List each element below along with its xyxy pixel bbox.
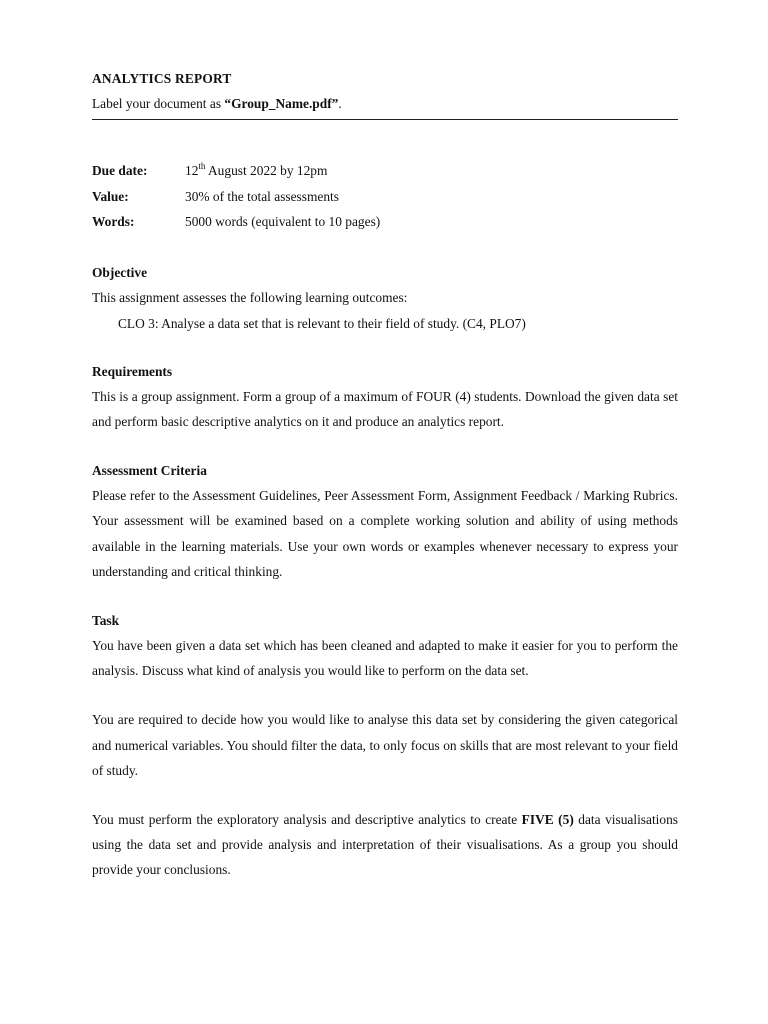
document-page: [92, 66, 678, 883]
objective-section: [92, 260, 678, 338]
objective-heading: Objective: [92, 264, 148, 280]
label-suffix: .: [338, 96, 342, 111]
words-key: Words:: [92, 214, 135, 229]
assessment-heading: Assessment Criteria: [92, 463, 207, 479]
objective-intro: This assignment assesses the following learning outcomes:: [92, 289, 408, 305]
due-date-value: [185, 158, 327, 184]
due-day: 12: [185, 163, 199, 178]
label-prefix: Label your document as: [92, 96, 225, 111]
label-filename: “Group_Name.pdf”: [224, 96, 339, 111]
value-row: [92, 184, 678, 210]
assessment-section: [92, 458, 678, 584]
requirements-body: This is a group assignment. Form a group of a maximum of FOUR (4) students. Download the given data set and perform basic descriptive analytics on it and produce an analytics report.: [92, 388, 678, 429]
task-paragraph-1: You have been given a data set which has been cleaned and adapted to make it easier for you to perform the analysis. Discuss what kind of analysis you would like to perform on the data set.: [92, 637, 678, 679]
due-day-suffix: th: [198, 160, 206, 171]
task-p3-before: You must perform the exploratory analysis and descriptive analytics to create: [92, 811, 522, 827]
words-row: [92, 209, 678, 235]
label-instruction: [92, 91, 678, 120]
task-heading: Task: [92, 612, 120, 628]
assignment-meta: [92, 158, 678, 235]
requirements-heading: Requirements: [92, 363, 173, 379]
due-rest: August 2022 by 12pm: [205, 163, 328, 178]
due-date-key: Due date:: [92, 163, 148, 178]
task-paragraph-2: You are required to decide how you would like to analyse this data set by considering the given categorical and numerical variables. You should filter the data, to only focus on skills that are most relevant to your field of study.: [92, 712, 678, 778]
words-value: 5000 words (equivalent to 10 pages): [185, 214, 381, 229]
task-p3-after: data visualisations using the data set and provide analysis and interpretation of their visualisations. As a group you should provide your conclusions.: [92, 811, 678, 878]
task-paragraph-3: [92, 807, 678, 883]
value-key: Value:: [92, 188, 129, 204]
value-value: 30% of the total assessments: [185, 188, 339, 204]
objective-clo: CLO 3: Analyse a data set that is relevant to their field of study. (C4, PLO7): [118, 315, 526, 331]
due-date-row: [92, 158, 678, 184]
assessment-body: Please refer to the Assessment Guidelines, Peer Assessment Form, Assignment Feedback / Marking Rubrics. Your assessment will be examined based on a complete working solution and ability of using methods available in the learning materials. Use your own words or examples whenever necessary to express your understanding and critical thinking.: [92, 488, 678, 579]
document-title: ANALYTICS REPORT: [92, 71, 232, 86]
task-section: [92, 608, 678, 883]
task-p3-bold: FIVE (5): [521, 811, 574, 827]
requirements-section: [92, 359, 678, 434]
